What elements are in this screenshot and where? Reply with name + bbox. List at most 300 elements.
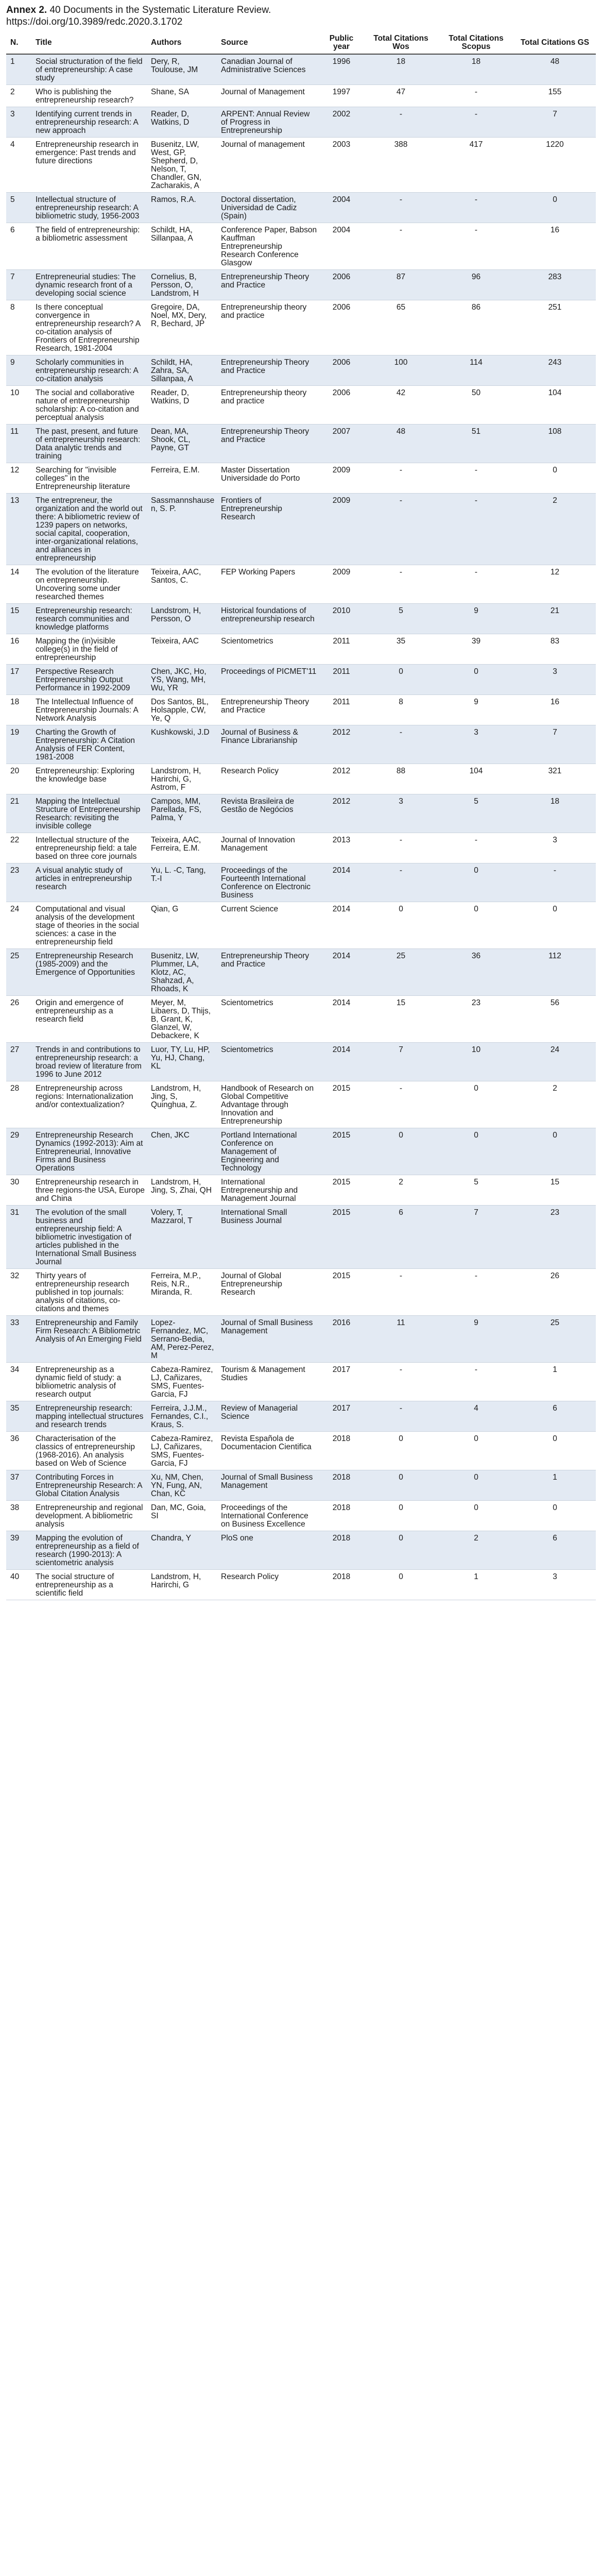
cell-source: Conference Paper, Babson Kauffman Entrepreneurship Research Conference Glasgow — [221, 226, 317, 267]
cell-title: Perspective Research Entrepreneurship Output Performance in 1992-2009 — [36, 667, 130, 692]
cell-gs: 1220 — [546, 140, 564, 149]
cell-scopus: 3 — [474, 728, 478, 737]
cell-wos: 388 — [394, 140, 408, 149]
cell-scopus: - — [474, 88, 478, 96]
cell-scopus: - — [474, 195, 478, 204]
cell-gs: 0 — [553, 466, 557, 474]
cell-year: 2004 — [332, 195, 351, 204]
cell-year: 1997 — [332, 88, 351, 96]
cell-n: 29 — [10, 1131, 20, 1140]
cell-authors: Teixeira, AAC, Ferreira, E.M. — [151, 836, 201, 853]
cell-year: 2018 — [332, 1473, 351, 1482]
cell-authors: Cabeza-Ramirez, LJ, Cañizares, SMS, Fuentes-Garcia, FJ — [151, 1365, 213, 1399]
cell-n: 23 — [10, 866, 20, 875]
cell-scopus: 114 — [470, 358, 483, 367]
cell-year: 2014 — [332, 905, 351, 913]
cell-title: Entrepreneurship research: mapping intellectual structures and research trends — [36, 1404, 144, 1429]
cell-year: 2004 — [332, 226, 351, 234]
cell-source: Portland International Conference on Management of Engineering and Technology — [221, 1131, 297, 1173]
cell-n: 34 — [10, 1365, 20, 1374]
cell-gs: 0 — [553, 1503, 557, 1512]
cell-wos: 42 — [396, 388, 406, 397]
table-row — [6, 1081, 596, 1128]
cell-year: 2011 — [333, 637, 350, 646]
cell-source: Journal of management — [221, 140, 305, 149]
cell-gs: 25 — [550, 1318, 560, 1327]
table-row — [6, 270, 596, 300]
cell-authors: Gregoire, DA, Noel, MX, Dery, R, Bechard, JP — [151, 303, 207, 328]
cell-n: 37 — [10, 1473, 20, 1482]
cell-title: Entrepreneurship as a dynamic field of study: a bibliometric analysis of research output — [36, 1365, 122, 1399]
cell-source: Proceedings of the International Conference on Business Excellence — [221, 1503, 308, 1529]
cell-year: 2006 — [332, 358, 351, 367]
table-row — [6, 604, 596, 634]
cell-year: 2015 — [332, 1178, 351, 1187]
cell-source: FEP Working Papers — [221, 568, 296, 577]
cell-authors: Qian, G — [151, 905, 179, 913]
cell-gs: 18 — [550, 797, 560, 806]
cell-scopus: - — [474, 110, 478, 118]
cell-source: Journal of Global Entrepreneurship Research — [221, 1272, 282, 1297]
cell-gs: 112 — [548, 952, 561, 960]
cell-wos: - — [399, 1272, 403, 1280]
cell-title: The social structure of entrepreneurship as a scientific field — [36, 1572, 114, 1598]
cell-year: 2011 — [333, 698, 350, 706]
cell-wos: - — [399, 728, 403, 737]
cell-gs: 7 — [553, 110, 557, 118]
table-row — [6, 725, 596, 764]
cell-n: 12 — [10, 466, 20, 474]
cell-scopus: 5 — [474, 797, 478, 806]
cell-n: 35 — [10, 1404, 20, 1413]
column-header-scopus: Total Citations Scopus — [438, 32, 514, 54]
cell-wos: 87 — [396, 273, 406, 281]
cell-source: Journal of Innovation Management — [221, 836, 295, 853]
table-row — [6, 695, 596, 725]
cell-title: Entrepreneurship Research (1985-2009) and the Emergence of Opportunities — [36, 952, 135, 977]
cell-gs: 21 — [550, 606, 560, 615]
caption-doi-link[interactable]: https://doi.org/10.3989/redc.2020.3.1702 — [6, 16, 183, 27]
cell-source: Review of Managerial Science — [221, 1404, 298, 1421]
cell-authors: Teixeira, AAC — [151, 637, 199, 646]
cell-year: 2018 — [332, 1572, 351, 1581]
cell-title: Scholarly communities in entrepreneurship research: A co-citation analysis — [36, 358, 139, 383]
cell-scopus: - — [474, 226, 478, 234]
table-row — [6, 494, 596, 565]
table-row — [6, 902, 596, 949]
cell-authors: Reader, D, Watkins, D — [151, 110, 190, 127]
table-caption — [6, 4, 596, 28]
cell-wos: 100 — [394, 358, 408, 367]
cell-wos: - — [399, 1404, 403, 1413]
cell-gs: - — [553, 866, 557, 875]
cell-wos: 0 — [399, 1473, 403, 1482]
cell-title: Is there conceptual convergence in entrepreneurship research? A co-citation analysis of Frontiers of Entrepreneurship Research, 1981-2004 — [36, 303, 141, 353]
cell-scopus: 39 — [471, 637, 481, 646]
cell-n: 38 — [10, 1503, 20, 1512]
cell-title: Entrepreneurship across regions: Internationalization and/or contextualization? — [36, 1084, 133, 1109]
cell-authors: Landstrom, H, Harirchi, G, Astrom, F — [151, 767, 201, 792]
cell-title: Searching for "invisible colleges" in the Entrepreneurship literature — [36, 466, 130, 491]
cell-title: The evolution of the literature on entrepreneurship. Uncovering some under researched themes — [36, 568, 139, 601]
cell-gs: 15 — [550, 1178, 560, 1187]
cell-scopus: 9 — [474, 698, 478, 706]
table-row — [6, 1316, 596, 1363]
table-row — [6, 1363, 596, 1401]
cell-year: 2014 — [332, 952, 351, 960]
cell-authors: Dos Santos, BL, Holsapple, CW, Ye, Q — [151, 698, 209, 723]
cell-source: Historical foundations of entrepreneurship research — [221, 606, 315, 623]
table-row — [6, 1531, 596, 1570]
cell-source: Current Science — [221, 905, 279, 913]
cell-title: Trends in and contributions to entrepreneurship research: a broad review of literature from 1996 to June 2012 — [36, 1045, 142, 1079]
cell-title: Entrepreneurship Research Dynamics (1992-2013): Aim at Entrepreneurial, Innovative Firms and Business Operations — [36, 1131, 143, 1173]
cell-authors: Shane, SA — [151, 88, 190, 96]
table-row — [6, 193, 596, 223]
cell-wos: 88 — [396, 767, 406, 775]
column-header-title: Title — [31, 32, 147, 54]
cell-n: 20 — [10, 767, 20, 775]
cell-authors: Ramos, R.A. — [151, 195, 196, 204]
cell-n: 15 — [10, 606, 20, 615]
cell-source: Revista Brasileira de Gestão de Negócios — [221, 797, 295, 814]
cell-authors: Lopez-Fernandez, MC, Serrano-Bedia, AM, Perez-Perez, M — [151, 1318, 214, 1360]
cell-year: 2006 — [332, 303, 351, 312]
cell-authors: Schildt, HA, Zahra, SA, Sillanpaa, A — [151, 358, 193, 383]
cell-authors: Schildt, HA, Sillanpaa, A — [151, 226, 193, 243]
cell-title: Mapping the evolution of entrepreneurship as a field of research (1990-2013): A scientometric analysis — [36, 1534, 139, 1567]
cell-source: Entrepreneurship Theory and Practice — [221, 698, 309, 715]
column-header-year: Public year — [319, 32, 364, 54]
table-row — [6, 1043, 596, 1081]
documents-table — [6, 32, 596, 1600]
table-row — [6, 949, 596, 996]
cell-gs: 2 — [553, 496, 557, 505]
cell-wos: 35 — [396, 637, 406, 646]
cell-year: 2006 — [332, 273, 351, 281]
cell-authors: Dery, R, Toulouse, JM — [151, 57, 198, 74]
cell-n: 40 — [10, 1572, 20, 1581]
table-row — [6, 1269, 596, 1316]
cell-year: 2011 — [333, 667, 350, 676]
cell-authors: Landstrom, H, Jing, S, Quinghua, Z. — [151, 1084, 201, 1109]
cell-n: 7 — [10, 273, 15, 281]
cell-source: International Small Business Journal — [221, 1208, 287, 1225]
table-row — [6, 833, 596, 863]
cell-title: Intellectual structure of the entrepreneurship field: a tale based on three core journals — [36, 836, 137, 861]
table-row — [6, 1128, 596, 1175]
cell-n: 11 — [10, 427, 19, 436]
cell-gs: 6 — [553, 1404, 557, 1413]
cell-wos: - — [399, 836, 403, 844]
cell-wos: - — [399, 568, 403, 577]
cell-wos: - — [399, 1365, 403, 1374]
cell-scopus: 4 — [474, 1404, 478, 1413]
cell-source: Doctoral dissertation, Universidad de Cadiz (Spain) — [221, 195, 297, 221]
cell-source: Proceedings of PICMET'11 — [221, 667, 317, 676]
cell-wos: 11 — [397, 1318, 405, 1327]
cell-authors: Ferreira, J.J.M., Fernandes, C.I., Kraus, S. — [151, 1404, 209, 1429]
cell-scopus: 0 — [474, 1131, 478, 1140]
table-row — [6, 1401, 596, 1432]
cell-authors: Yu, L. -C, Tang, T.-I — [151, 866, 206, 883]
table-row — [6, 634, 596, 665]
cell-source: Journal of Small Business Management — [221, 1318, 313, 1335]
cell-wos: - — [399, 496, 403, 505]
cell-source: International Entrepreneurship and Management Journal — [221, 1178, 298, 1203]
cell-wos: - — [399, 110, 403, 118]
cell-title: Entrepreneurship research in emergence: Past trends and future directions — [36, 140, 139, 165]
cell-gs: 2 — [553, 1084, 557, 1093]
cell-year: 2014 — [332, 1045, 351, 1054]
cell-title: Mapping the Intellectual Structure of Entrepreneurship Research: revisiting the invisible college — [36, 797, 141, 831]
cell-wos: - — [399, 866, 403, 875]
cell-wos: 0 — [399, 667, 403, 676]
cell-gs: 3 — [553, 667, 557, 676]
cell-gs: 16 — [550, 698, 560, 706]
cell-year: 2009 — [332, 466, 351, 474]
cell-gs: 321 — [548, 767, 562, 775]
cell-scopus: 23 — [471, 998, 481, 1007]
cell-gs: 0 — [553, 1434, 557, 1443]
cell-year: 2018 — [332, 1434, 351, 1443]
caption-text: 40 Documents in the Systematic Literature Review. — [47, 5, 271, 15]
cell-authors: Sassmannshausen, S. P. — [151, 496, 215, 513]
cell-wos: 6 — [399, 1208, 403, 1217]
cell-title: Entrepreneurship and regional development. A bibliometric analysis — [36, 1503, 143, 1529]
cell-n: 36 — [10, 1434, 20, 1443]
cell-authors: Busenitz, LW, Plummer, LA, Klotz, AC, Shahzad, A, Rhoads, K — [151, 952, 199, 993]
cell-title: The Intellectual Influence of Entrepreneurship Journals: A Network Analysis — [36, 698, 139, 723]
cell-source: Entrepreneurship Theory and Practice — [221, 427, 309, 444]
cell-scopus: - — [474, 1272, 478, 1280]
cell-gs: 0 — [553, 905, 557, 913]
cell-scopus: 0 — [474, 1084, 478, 1093]
cell-scopus: - — [474, 836, 478, 844]
table-header-row — [6, 32, 596, 54]
table-row — [6, 355, 596, 386]
cell-title: Computational and visual analysis of the development stage of theories in the social sciences: a case in the entrepreneurship field — [36, 905, 139, 946]
cell-wos: 5 — [399, 606, 403, 615]
cell-year: 1996 — [332, 57, 351, 66]
cell-scopus: - — [474, 466, 478, 474]
cell-authors: Volery, T, Mazzarol, T — [151, 1208, 193, 1225]
cell-scopus: 9 — [474, 606, 478, 615]
table-row — [6, 794, 596, 833]
cell-n: 19 — [10, 728, 20, 737]
cell-year: 2014 — [332, 998, 351, 1007]
cell-n: 6 — [10, 226, 15, 234]
column-header-gs: Total Citations GS — [514, 32, 596, 54]
cell-scopus: 417 — [469, 140, 483, 149]
cell-gs: 12 — [550, 568, 560, 577]
cell-wos: 8 — [399, 698, 403, 706]
cell-wos: - — [399, 1084, 403, 1093]
cell-n: 17 — [10, 667, 20, 676]
table-row — [6, 85, 596, 107]
cell-year: 2009 — [332, 568, 351, 577]
cell-authors: Chen, JKC — [151, 1131, 190, 1140]
cell-gs: 6 — [553, 1534, 557, 1543]
cell-gs: 0 — [553, 195, 557, 204]
cell-wos: - — [399, 195, 403, 204]
cell-source: Scientometrics — [221, 1045, 273, 1054]
cell-year: 2013 — [332, 836, 351, 844]
cell-authors: Chandra, Y — [151, 1534, 192, 1543]
cell-source: Entrepreneurship Theory and Practice — [221, 358, 309, 375]
cell-n: 28 — [10, 1084, 20, 1093]
cell-scopus: 0 — [474, 905, 478, 913]
table-row — [6, 386, 596, 425]
cell-source: Journal of Small Business Management — [221, 1473, 313, 1490]
cell-title: Contributing Forces in Entrepreneurship Research: A Global Citation Analysis — [36, 1473, 142, 1498]
cell-scopus: 51 — [471, 427, 481, 436]
cell-n: 39 — [10, 1534, 20, 1543]
cell-authors: Landstrom, H, Harirchi, G — [151, 1572, 201, 1589]
cell-n: 25 — [10, 952, 20, 960]
cell-title: Who is publishing the entrepreneurship research? — [36, 88, 134, 105]
cell-n: 1 — [10, 57, 15, 66]
cell-gs: 16 — [550, 226, 560, 234]
cell-n: 31 — [10, 1208, 20, 1217]
cell-source: Entrepreneurship Theory and Practice — [221, 952, 309, 969]
cell-title: Entrepreneurship research: research communities and knowledge platforms — [36, 606, 132, 632]
cell-n: 2 — [10, 88, 15, 96]
cell-year: 2009 — [332, 496, 351, 505]
table-row — [6, 138, 596, 193]
cell-scopus: 0 — [474, 866, 478, 875]
table-row — [6, 300, 596, 355]
cell-title: A visual analytic study of articles in entrepreneurship research — [36, 866, 132, 891]
table-row — [6, 463, 596, 494]
cell-wos: 0 — [399, 1434, 403, 1443]
cell-wos: 3 — [399, 797, 403, 806]
cell-year: 2002 — [332, 110, 351, 118]
cell-authors: Dean, MA, Shook, CL, Payne, GT — [151, 427, 191, 452]
cell-title: Intellectual structure of entrepreneurship research: A bibliometric study, 1956-2003 — [36, 195, 140, 221]
cell-scopus: 10 — [471, 1045, 481, 1054]
table-row — [6, 223, 596, 270]
cell-title: The social and collaborative nature of entrepreneurship scholarship: A co-citation and perceptual analysis — [36, 388, 139, 422]
table-row — [6, 565, 596, 604]
cell-gs: 7 — [553, 728, 557, 737]
cell-authors: Meyer, M, Libaers, D, Thijs, B, Grant, K, Glanzel, W, Debackere, K — [151, 998, 211, 1040]
column-header-source: Source — [217, 32, 319, 54]
cell-source: Research Policy — [221, 1572, 279, 1581]
cell-n: 27 — [10, 1045, 20, 1054]
column-header-n: N. — [6, 32, 31, 54]
cell-source: Scientometrics — [221, 637, 273, 646]
cell-gs: 251 — [548, 303, 562, 312]
cell-n: 8 — [10, 303, 15, 312]
cell-n: 26 — [10, 998, 20, 1007]
cell-authors: Teixeira, AAC, Santos, C. — [151, 568, 201, 585]
cell-title: Charting the Growth of Entrepreneurship: A Citation Analysis of FER Content, 1981-2008 — [36, 728, 135, 761]
cell-title: Entrepreneurship and Family Firm Research: A Bibliometric Analysis of An Emerging Field — [36, 1318, 142, 1344]
cell-title: Entrepreneurship: Exploring the knowledge base — [36, 767, 135, 784]
cell-gs: 155 — [548, 88, 562, 96]
cell-title: Origin and emergence of entrepreneurship as a research field — [36, 998, 124, 1024]
cell-n: 14 — [10, 568, 20, 577]
cell-source: Proceedings of the Fourteenth International Conference on Electronic Business — [221, 866, 311, 900]
cell-authors: Ferreira, M.P., Reis, N.R., Miranda, R. — [151, 1272, 201, 1297]
cell-n: 13 — [10, 496, 20, 505]
cell-gs: 3 — [553, 1572, 557, 1581]
cell-authors: Cornelius, B, Persson, O, Landstrom, H — [151, 273, 199, 298]
cell-year: 2015 — [332, 1084, 351, 1093]
cell-title: The evolution of the small business and entrepreneurship field: A bibliometric investigation of articles published in the International Small Business Journal — [36, 1208, 136, 1266]
table-row — [6, 863, 596, 902]
cell-source: Canadian Journal of Administrative Sciences — [221, 57, 306, 74]
cell-scopus: - — [474, 496, 478, 505]
cell-title: Thirty years of entrepreneurship research published in top journals: analysis of citations, co-citations and themes — [36, 1272, 129, 1313]
cell-year: 2015 — [332, 1272, 351, 1280]
cell-year: 2007 — [332, 427, 351, 436]
cell-gs: 0 — [553, 1131, 557, 1140]
column-header-wos: Total Citations Wos — [364, 32, 438, 54]
cell-year: 2018 — [332, 1503, 351, 1512]
table-row — [6, 764, 596, 794]
cell-wos: 7 — [399, 1045, 403, 1054]
cell-wos: 48 — [396, 427, 406, 436]
caption-label: Annex 2. — [6, 5, 47, 15]
cell-authors: Kushkowski, J.D — [151, 728, 210, 737]
cell-gs: 56 — [550, 998, 560, 1007]
cell-gs: 283 — [548, 273, 562, 281]
cell-source: Entrepreneurship theory and practice — [221, 388, 307, 405]
cell-wos: - — [399, 226, 403, 234]
cell-n: 22 — [10, 836, 20, 844]
cell-source: Handbook of Research on Global Competitive Advantage through Innovation and Entrepreneurship — [221, 1084, 314, 1126]
cell-wos: 15 — [396, 998, 406, 1007]
cell-gs: 1 — [553, 1365, 557, 1374]
cell-title: Characterisation of the classics of entrepreneurship (1968-2016). An analysis based on Web of Science — [36, 1434, 135, 1468]
cell-wos: 0 — [399, 1503, 403, 1512]
cell-year: 2003 — [332, 140, 351, 149]
cell-source: Revista Española de Documentacion Cientifica — [221, 1434, 312, 1451]
cell-gs: 83 — [550, 637, 560, 646]
cell-gs: 23 — [550, 1208, 560, 1217]
cell-scopus: 86 — [471, 303, 481, 312]
cell-year: 2014 — [332, 866, 351, 875]
cell-year: 2015 — [332, 1131, 351, 1140]
table-row — [6, 107, 596, 138]
cell-authors: Campos, MM, Parellada, FS, Palma, Y — [151, 797, 202, 822]
table-body — [6, 54, 596, 1600]
cell-scopus: 2 — [474, 1534, 478, 1543]
table-row — [6, 665, 596, 695]
cell-n: 3 — [10, 110, 15, 118]
cell-authors: Ferreira, E.M. — [151, 466, 200, 474]
cell-gs: 104 — [548, 388, 562, 397]
cell-title: Entrepreneurship research in three regions-the USA, Europe and China — [36, 1178, 145, 1203]
cell-title: Entrepreneurial studies: The dynamic research front of a developing social science — [36, 273, 136, 298]
cell-wos: 47 — [396, 88, 406, 96]
cell-year: 2017 — [332, 1404, 351, 1413]
cell-n: 5 — [10, 195, 15, 204]
cell-scopus: 18 — [471, 57, 481, 66]
cell-wos: 0 — [399, 1572, 403, 1581]
cell-scopus: 0 — [474, 1503, 478, 1512]
cell-gs: 3 — [553, 836, 557, 844]
cell-scopus: 36 — [471, 952, 481, 960]
cell-wos: 2 — [399, 1178, 403, 1187]
table-row — [6, 1570, 596, 1600]
cell-gs: 108 — [548, 427, 562, 436]
cell-year: 2018 — [332, 1534, 351, 1543]
cell-n: 24 — [10, 905, 20, 913]
cell-gs: 1 — [553, 1473, 557, 1482]
